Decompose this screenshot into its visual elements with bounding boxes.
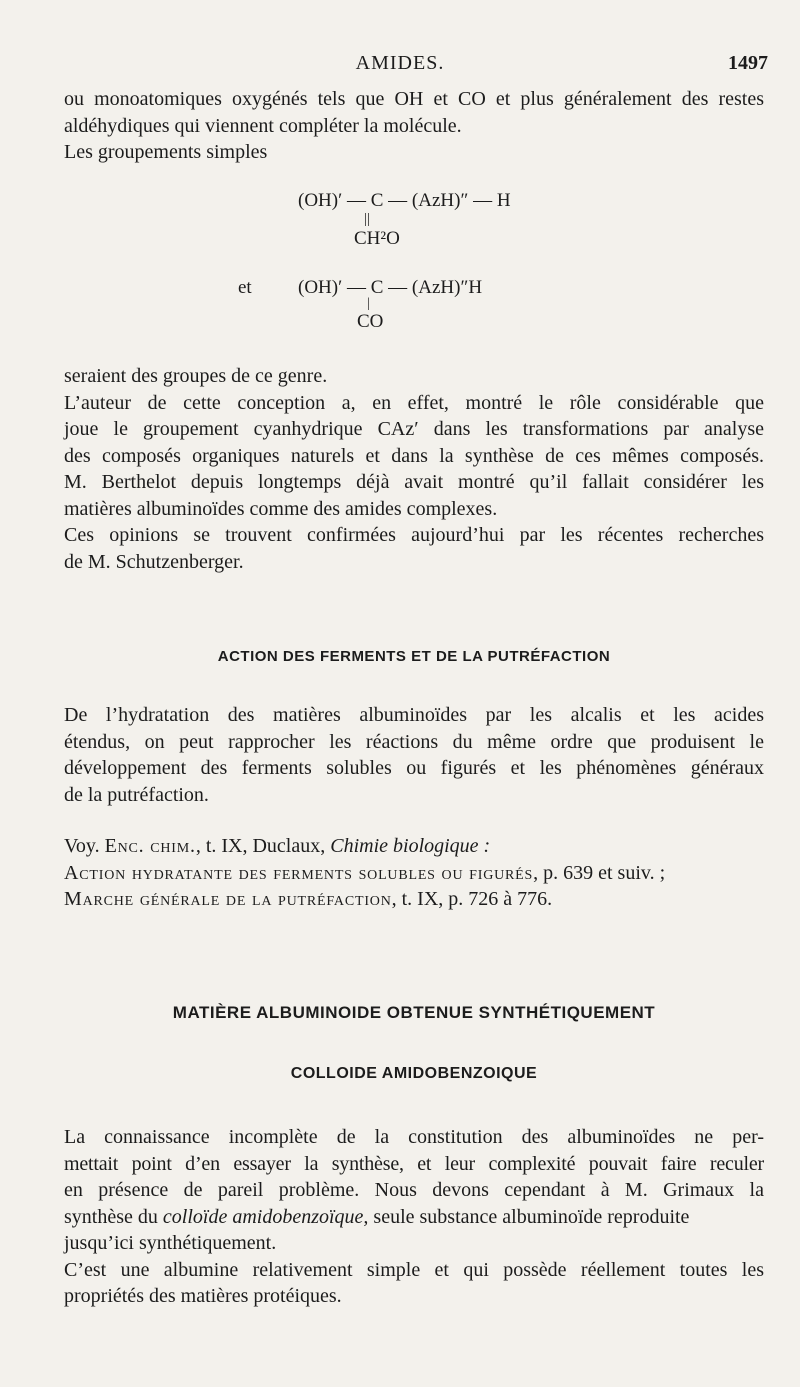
formula-main: (OH)′ — C — (AzH)″ — H (298, 190, 511, 211)
ref-line3-sc: Marche générale de la putréfaction (64, 888, 392, 910)
page-number: 1497 (728, 52, 768, 74)
running-title: AMIDES. (355, 52, 445, 74)
ref-enc: Enc. chim. (104, 835, 196, 857)
text-line: en présence de pareil problème. Nous devons cependant à M. Grimaux la (64, 1179, 764, 1201)
section-heading: MATIÈRE ALBUMINOIDE OBTENUE SYNTHÉTIQUEMENT (172, 1003, 656, 1022)
paragraph-synthesis (64, 1124, 764, 1310)
paragraph-intro (64, 86, 764, 166)
text-run: seule substance albuminoïde reproduite (368, 1205, 690, 1228)
text-run-italic: colloïde amidobenzoïque, (162, 1205, 369, 1228)
text-line: Ces opinions se trouvent confirmées aujourd’hui par les récentes recherches (64, 524, 764, 546)
ref-title: Chimie biologique : (330, 835, 491, 857)
reference-block (64, 833, 764, 913)
reference-line (64, 886, 764, 913)
text-line: de la putréfaction. (64, 783, 209, 806)
text-line: des composés organiques naturels et dans la synthèse de ces mêmes composés. (64, 444, 764, 467)
text-line: La connaissance incomplète de la constitution des albuminoïdes ne per- (64, 1126, 764, 1148)
text-line: étendus, on peut rapprocher les réactions du même ordre que produisent le (64, 730, 764, 753)
paragraph-main (64, 363, 764, 575)
text-line: de M. Schutzenberger. (64, 550, 244, 573)
text-line: C’est une albumine relativement simple et qui possède réellement toutes les (64, 1258, 764, 1281)
ref-line2-rest: , p. 639 et suiv. ; (533, 861, 666, 884)
ref-line2-sc: Action hydratante des ferments solubles ou figurés (64, 861, 534, 884)
text-line: matières albuminoïdes comme des amides complexes. (64, 497, 498, 520)
subsection-heading: COLLOIDE AMIDOBENZOIQUE (290, 1065, 538, 1082)
text-line: seraient des groupes de ce genre. (64, 365, 328, 387)
text-line: De l’hydratation des matières albuminoïdes par les alcalis et les acides (64, 704, 764, 726)
ref-voy: Voy. (64, 835, 105, 857)
formula-2-et: et (238, 277, 252, 298)
formula-2-branch: CO (357, 311, 384, 332)
formula-1 (298, 190, 511, 212)
text-line: joue le groupement cyanhydrique CAz′ dans les transformations par analyse (64, 418, 764, 440)
reference-line (64, 833, 764, 860)
section-heading: ACTION DES FERMENTS ET DE LA PUTRÉFACTION (217, 648, 611, 665)
text-run: synthèse du (64, 1205, 163, 1228)
text-line: jusqu’ici synthétiquement. (64, 1232, 277, 1254)
text-line: ou monoatomiques oxygénés tels que OH et CO et plus généralement des restes (64, 88, 764, 110)
formula-2: (OH)′ — C — (AzH)″H (298, 277, 483, 298)
paragraph-ferments (64, 702, 764, 808)
text-line: développement des ferments solubles ou figurés et les phénomènes généraux (64, 757, 764, 779)
running-head (0, 52, 800, 78)
text-line: mettait point d’en essayer la synthèse, et leur complexité pouvait faire reculer (64, 1152, 764, 1175)
ref-mid: , t. IX, Duclaux, (195, 835, 331, 857)
text-line: propriétés des matières protéiques. (64, 1285, 342, 1307)
ref-line3-rest: , t. IX, p. 726 à 776. (391, 888, 553, 910)
text-line: aldéhydiques qui viennent compléter la molécule. (64, 114, 462, 137)
formula-1-branch: CH²O (354, 228, 400, 249)
reference-line (64, 860, 764, 887)
text-line: M. Berthelot depuis longtemps déjà avait montré qu’il fallait considérer les (64, 471, 764, 493)
text-line: Les groupements simples (64, 141, 268, 163)
text-line (64, 1204, 764, 1231)
formula-bond: || (364, 211, 371, 227)
formula-bond: | (367, 296, 370, 311)
text-line: L’auteur de cette conception a, en effet, montré le rôle considérable que (64, 391, 764, 414)
